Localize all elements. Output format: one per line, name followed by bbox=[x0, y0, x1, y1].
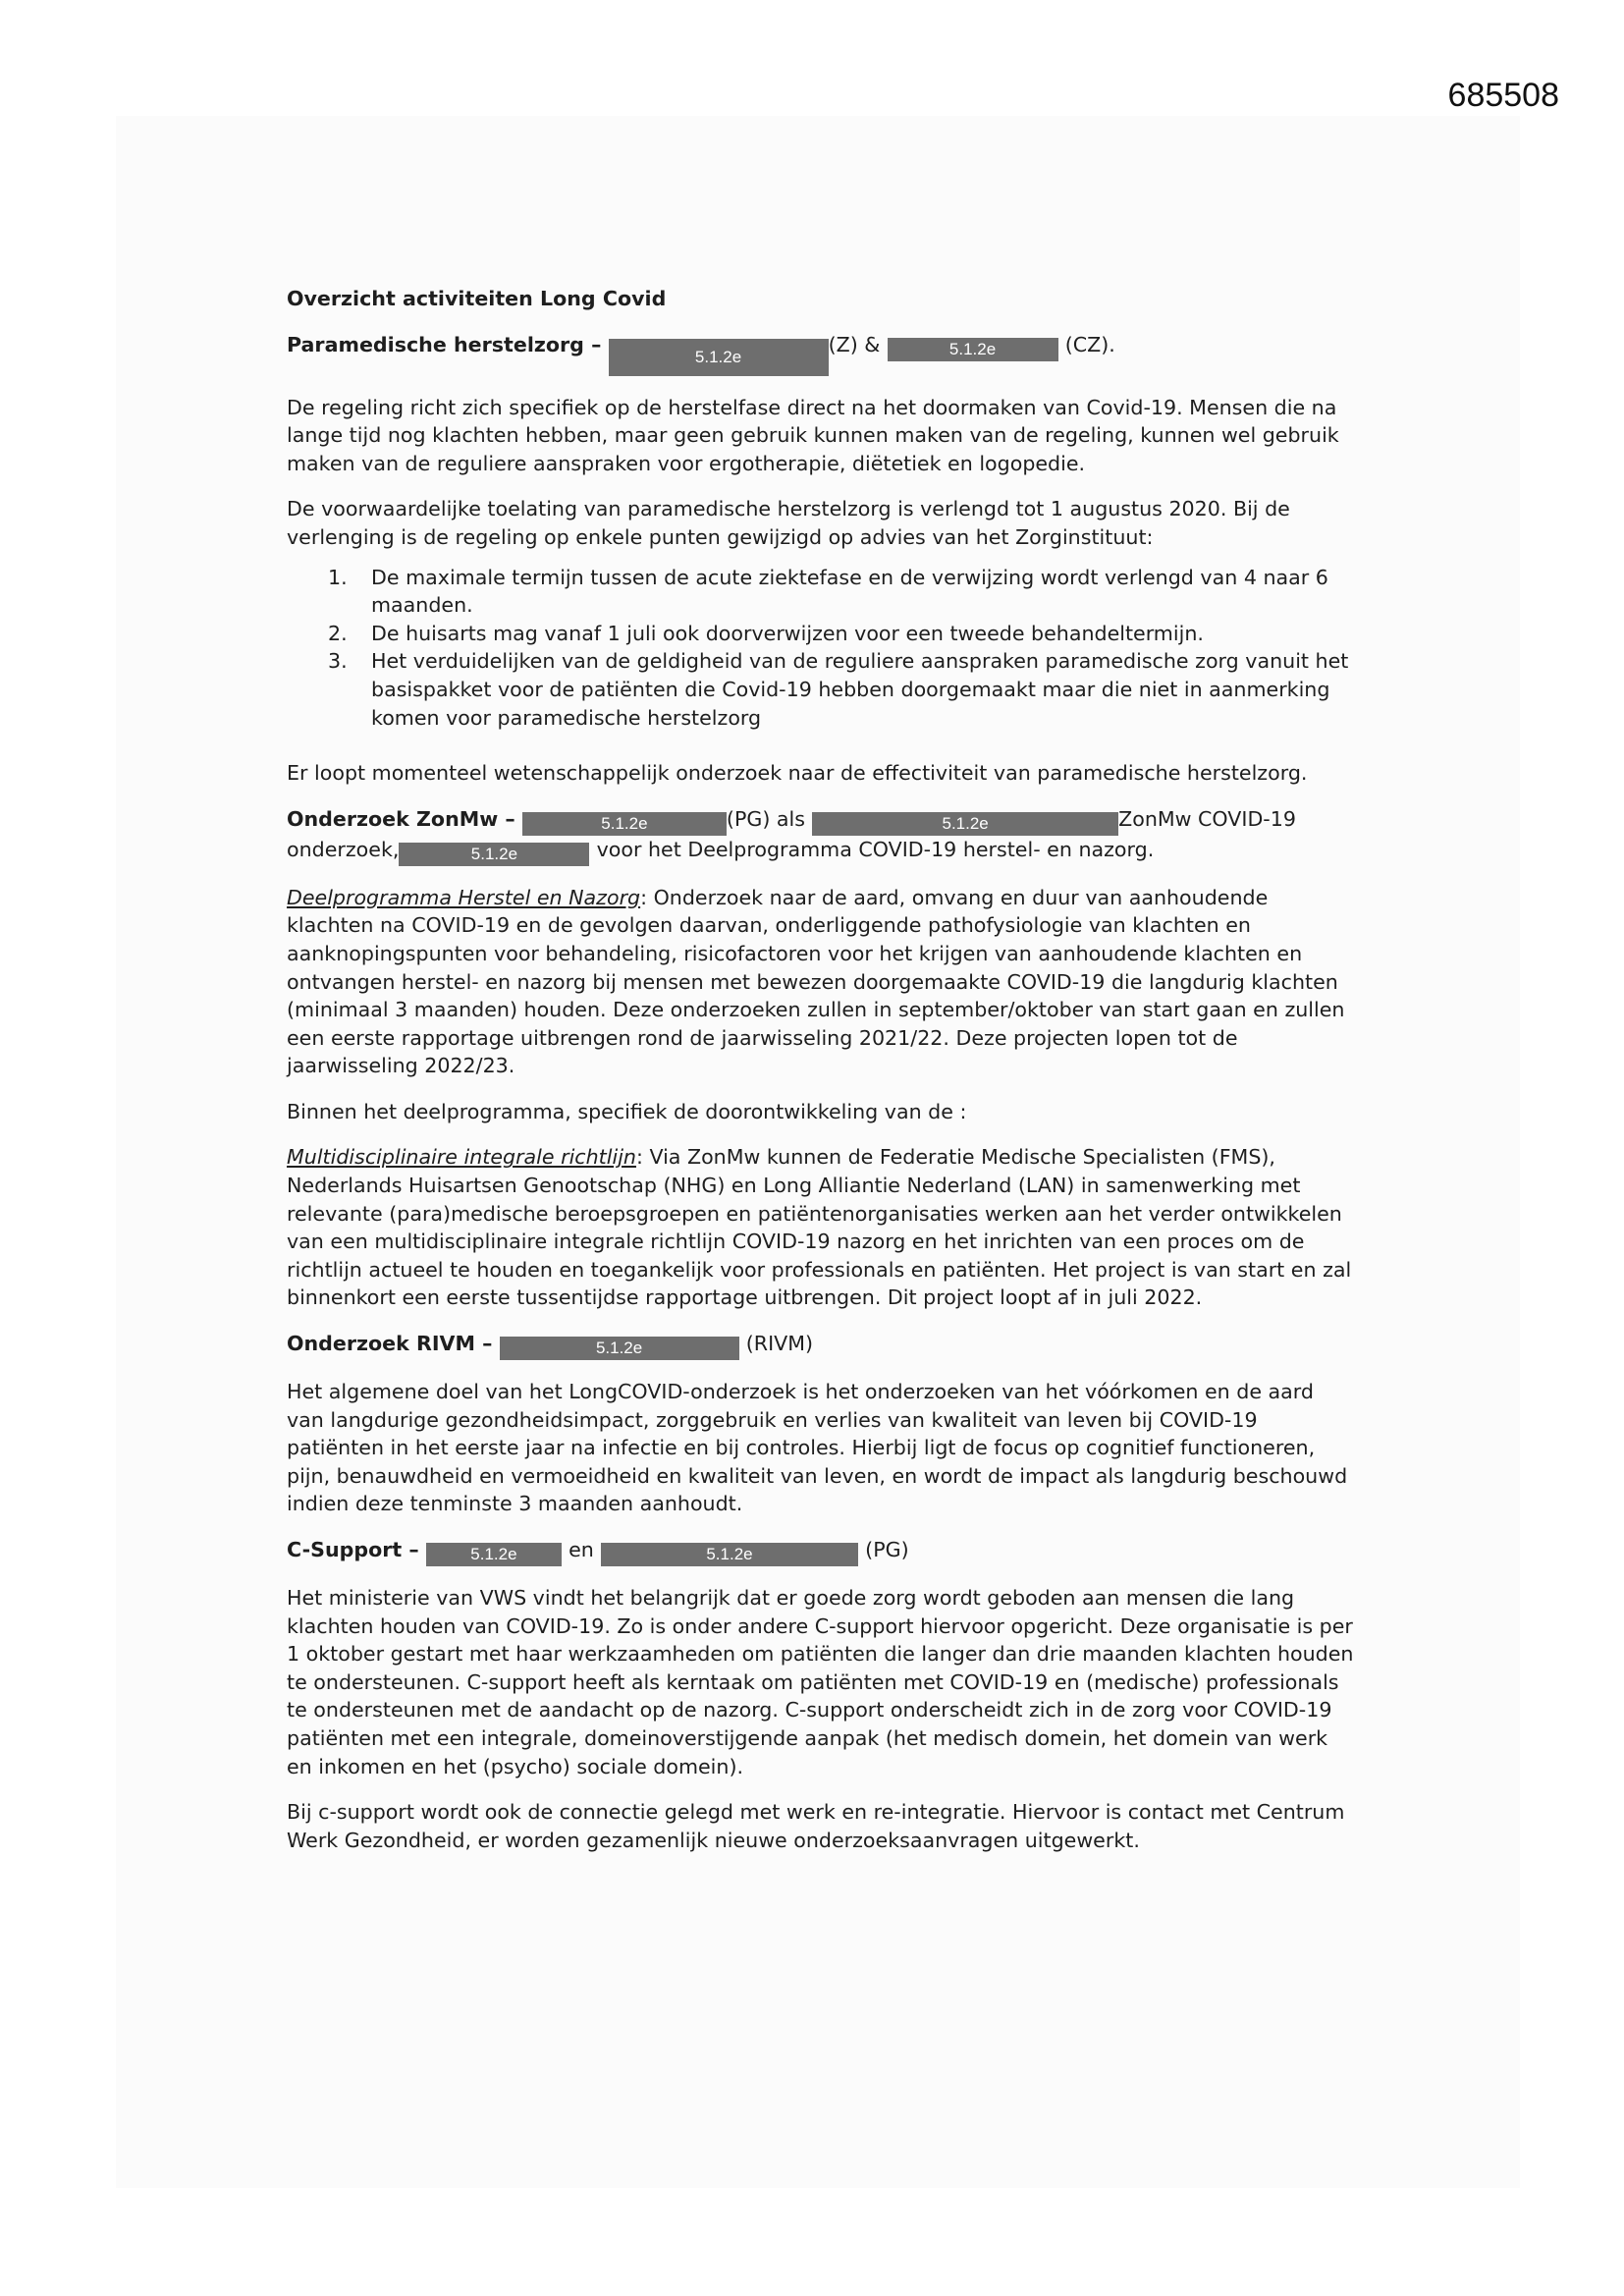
heading-text-part: (PG) als bbox=[726, 806, 805, 831]
section-heading-rivm bbox=[287, 1330, 1357, 1360]
subsection-text: : Via ZonMw kunnen de Federatie Medische Specialisten (FMS), Nederlands Huisartsen Genootschap (NHG) en Long Alliantie Nederland (LAN) in samenwerking met relevante (para)medische beroepsgroepen en patiëntenorganisaties werken aan het verder ontwikkelen van een multidisciplinaire integrale richtlijn COVID-19 nazorg en het inrichten van een proces om de richtlijn actueel te houden en toegankelijk voor professionals en patiënten. Het project is van start en zal binnenkort een eerste tussentijdse rapportage uitbrengen. Dit project loopt af in juli 2022. bbox=[287, 1145, 1352, 1310]
list-number: 2. bbox=[328, 621, 348, 645]
paragraph: Binnen het deelprogramma, specifiek de doorontwikkeling van de : bbox=[287, 1099, 967, 1123]
paragraph: Er loopt momenteel wetenschappelijk onderzoek naar de effectiviteit van paramedische herstelzorg. bbox=[287, 761, 1308, 786]
redaction-box: 5.1.2e bbox=[601, 1543, 858, 1566]
heading-text-part: onderzoek, bbox=[287, 837, 400, 861]
section-heading-csupport bbox=[287, 1536, 1357, 1566]
subsection-text: : Onderzoek naar de aard, omvang en duur van aanhoudende klachten na COVID-19 en de gevolgen daarvan, onderliggende pathofysiologie van klachten en aanknopingspunten voor behandeling, risicofactoren voor het krijgen van aanhoudende klachten en ontvangen herstel- en nazorg bij mensen met bewezen doorgemaakte COVID-19 die langdurig klachten (minimaal 3 maanden) houden. Deze onderzoeken zullen in september/oktober van start gaan en zullen een eerste rapportage uitbrengen rond de jaarwisseling 2021/22. Deze projecten lopen tot de jaarwisseling 2022/23. bbox=[287, 885, 1345, 1078]
heading-suffix: (RIVM) bbox=[745, 1332, 814, 1356]
paragraph: Het ministerie van VWS vindt het belangrijk dat er goede zorg wordt geboden aan mensen die lang klachten houden van COVID-19. Zo is onder andere C-support hiervoor opgericht. Deze organisatie is per 1 oktober gestart met haar werkzaamheden om patiënten die langer dan drie maanden klachten houden te ondersteunen. C-support heeft als kerntaak om patiënten met COVID-19 en (medische) professionals te ondersteunen met de aandacht op de nazorg. C-support onderscheidt zich in de zorg voor COVID-19 patiënten met een integrale, domeinoverstijgende aanpak (het medisch domein, het domein van werk en inkomen en het (psycho) sociale domein). bbox=[287, 1586, 1354, 1778]
list-text: De maximale termijn tussen de acute ziektefase en de verwijzing wordt verlengd van 4 naar 6 maanden. bbox=[371, 565, 1328, 618]
document-id: 685508 bbox=[1447, 77, 1559, 114]
redaction-box: 5.1.2e bbox=[812, 812, 1118, 836]
section-heading-paramedische bbox=[287, 331, 1357, 376]
heading-sep: (Z) & bbox=[828, 332, 881, 356]
numbered-list bbox=[287, 564, 1357, 733]
section-heading-zonmw bbox=[287, 805, 1357, 866]
paragraph bbox=[287, 884, 1357, 1080]
heading-text: C-Support – bbox=[287, 1538, 419, 1561]
list-number: 1. bbox=[328, 565, 348, 589]
heading-text-part: ZonMw COVID-19 bbox=[1118, 806, 1296, 831]
redaction-box: 5.1.2e bbox=[888, 338, 1058, 361]
paragraph: De voorwaardelijke toelating van paramedische herstelzorg is verlengd tot 1 augustus 2020. Bij de verlenging is de regeling op enkele punten gewijzigd op advies van het Zorginstituut: bbox=[287, 497, 1290, 549]
list-item bbox=[287, 564, 1357, 620]
heading-suffix: (PG) bbox=[865, 1538, 909, 1561]
heading-suffix: (CZ). bbox=[1064, 332, 1115, 356]
redaction-box: 5.1.2e bbox=[522, 812, 727, 836]
heading-text: Paramedische herstelzorg – bbox=[287, 332, 602, 356]
paragraph bbox=[287, 1143, 1357, 1312]
redaction-box: 5.1.2e bbox=[426, 1543, 562, 1566]
paragraph: Bij c-support wordt ook de connectie gelegd met werk en re-integratie. Hiervoor is contact met Centrum Werk Gezondheid, er worden gezamenlijk nieuwe onderzoeksaanvragen uitgewerkt. bbox=[287, 1800, 1345, 1852]
list-text: Het verduidelijken van de geldigheid van de reguliere aanspraken paramedische zorg vanuit het basispakket voor de patiënten die Covid-19 hebben doorgemaakt maar die niet in aanmerking komen voor paramedische herstelzorg bbox=[371, 649, 1349, 730]
document-body bbox=[287, 285, 1357, 1854]
list-item bbox=[287, 647, 1357, 732]
list-item bbox=[287, 620, 1357, 648]
paragraph: De regeling richt zich specifiek op de herstelfase direct na het doormaken van Covid-19. Mensen die na lange tijd nog klachten hebben, maar geen gebruik kunnen maken van de regeling, kunnen wel gebruik maken van de reguliere aanspraken voor ergotherapie, diëtetiek en logopedie. bbox=[287, 395, 1339, 475]
subsection-title: Deelprogramma Herstel en Nazorg bbox=[287, 885, 641, 909]
heading-text: Onderzoek RIVM – bbox=[287, 1332, 493, 1356]
heading-text: Onderzoek ZonMw – bbox=[287, 806, 515, 831]
heading-text-part: voor het Deelprogramma COVID-19 herstel- en nazorg. bbox=[596, 837, 1155, 861]
redaction-box: 5.1.2e bbox=[500, 1337, 739, 1360]
subsection-title: Multidisciplinaire integrale richtlijn bbox=[287, 1145, 636, 1170]
list-text: De huisarts mag vanaf 1 juli ook doorverwijzen voor een tweede behandeltermijn. bbox=[371, 621, 1204, 645]
page-title: Overzicht activiteiten Long Covid bbox=[287, 287, 667, 310]
list-number: 3. bbox=[328, 649, 348, 674]
paragraph: Het algemene doel van het LongCOVID-onderzoek is het onderzoeken van het vóórkomen en de aard van langdurige gezondheidsimpact, zorggebruik en verlies van kwaliteit van leven bij COVID-19 patiënten in het eerste jaar na infectie en bij controles. Hierbij ligt de focus op cognitief functioneren, pijn, benauwdheid en vermoeidheid en kwaliteit van leven, en wordt de impact als langdurig beschouwd indien deze tenminste 3 maanden aanhoudt. bbox=[287, 1380, 1348, 1516]
redaction-box: 5.1.2e bbox=[399, 843, 589, 866]
heading-sep: en bbox=[568, 1538, 594, 1561]
redaction-box: 5.1.2e bbox=[609, 339, 829, 376]
